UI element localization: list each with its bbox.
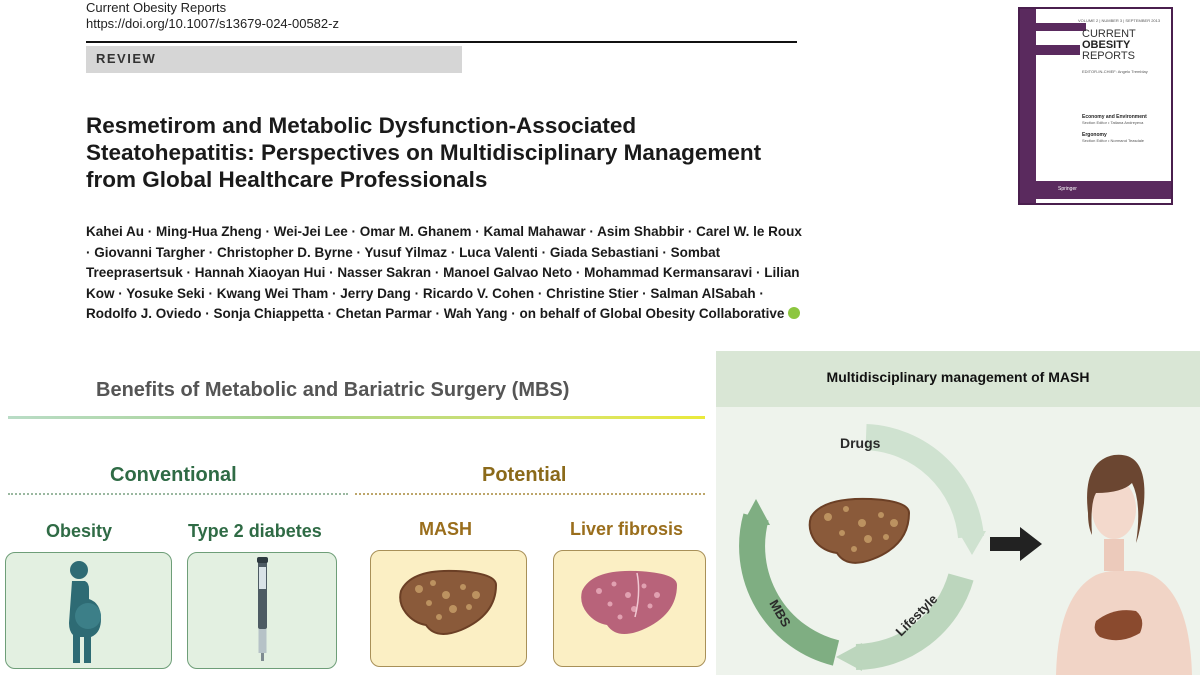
- authors-text: Kahei Au · Ming-Hua Zheng · Wei-Jei Lee · Omar M. Ghanem · Kamal Mahawar · Asim Shabbir · Carel W. le Roux · Giovanni Targher · Christopher D. Byrne · Yusuf Yilmaz · Luca Valenti · Giada Sebastiani · Sombat Treeprasertsuk · Hannah Xiaoyan Hui · Nasser Sakran · Manoel Galvao Neto · Mohammad Kermansaravi · Lilian Kow · Yosuke Seki · Kwang Wei Tham · Jerry Dang · Ricardo V. Cohen · Christine Stier · Salman AlSabah · Rodolfo J. Oviedo · Sonja Chiappetta · Chetan Parmar · Wah Yang · on behalf of Global Obesity Collaborative: [86, 224, 802, 321]
- cover-title-line: REPORTS: [1082, 50, 1135, 62]
- dotted-divider: [355, 493, 705, 495]
- figure-title: Benefits of Metabolic and Bariatric Surgery (MBS): [96, 379, 570, 401]
- cover-volume: VOLUME 2 | NUMBER 3 | SEPTEMBER 2013: [1078, 18, 1161, 23]
- cover-title-line: OBESITY: [1082, 39, 1131, 51]
- article-title: Resmetirom and Metabolic Dysfunction-Associated Steatohepatitis: Perspectives on Multidisciplinary Management from Global Healthcare Professionals: [86, 113, 762, 192]
- type2-diabetes-label: Type 2 diabetes: [188, 521, 322, 541]
- fibrotic-liver-icon: [554, 551, 704, 665]
- arrowhead: [742, 499, 770, 525]
- cover-editor: EDITOR-IN-CHIEF: Angelo Tremblay: [1082, 69, 1148, 74]
- obesity-card: [5, 552, 172, 669]
- liver-icon: [810, 499, 909, 563]
- gradient-divider: [8, 416, 705, 419]
- result-arrowhead: [1020, 527, 1042, 561]
- liver-fibrosis-card: [553, 550, 706, 667]
- cover-section: Economy and Environment: [1082, 114, 1147, 120]
- cover-publisher: Springer: [1058, 186, 1077, 192]
- journal-cover: [1018, 7, 1173, 205]
- cover-stripe: [1020, 45, 1080, 55]
- journal-name: Current Obesity Reports: [86, 0, 227, 15]
- cover-title-line: CURRENT: [1082, 28, 1136, 40]
- type2-diabetes-card: [187, 552, 337, 669]
- cover-section: Ergonomy: [1082, 132, 1107, 138]
- management-cycle-diagram: [716, 407, 1200, 675]
- liver-fibrosis-label: Liver fibrosis: [570, 519, 684, 539]
- mbs-label: MBS: [766, 597, 794, 630]
- pregnant-silhouette-icon: [6, 553, 170, 667]
- header-rule: [86, 41, 797, 43]
- obesity-label: Obesity: [46, 521, 113, 541]
- drugs-label: Drugs: [840, 435, 881, 451]
- conventional-heading: Conventional: [110, 464, 237, 486]
- orcid-icon[interactable]: [788, 307, 800, 319]
- arrowhead: [958, 531, 986, 555]
- mash-label: MASH: [419, 519, 472, 539]
- potential-heading: Potential: [482, 464, 567, 486]
- result-arrow: [990, 537, 1022, 551]
- author-list: [86, 222, 806, 325]
- cover-section-editor: Section Editor • Tatiana Andreyeva: [1082, 120, 1144, 125]
- cover-section-editor: Section Editor • Normand Teasdale: [1082, 138, 1145, 143]
- fatty-liver-icon: [371, 551, 525, 665]
- panel-title: Multidisciplinary management of MASH: [826, 369, 1090, 385]
- article-type-label: REVIEW: [96, 51, 157, 66]
- patient-illustration: [1056, 455, 1192, 675]
- lifestyle-label: Lifestyle: [892, 591, 941, 640]
- article-type-bar: [86, 46, 462, 73]
- mash-card: [370, 550, 527, 667]
- cover-band: [1020, 9, 1036, 203]
- insulin-pen-icon: [188, 553, 335, 667]
- arrowhead: [836, 643, 862, 671]
- doi-link[interactable]: https://doi.org/10.1007/s13679-024-00582-z: [86, 16, 339, 31]
- cover-bottom-band: [1036, 181, 1171, 199]
- dotted-divider: [8, 493, 348, 495]
- cover-stripe: [1020, 23, 1086, 31]
